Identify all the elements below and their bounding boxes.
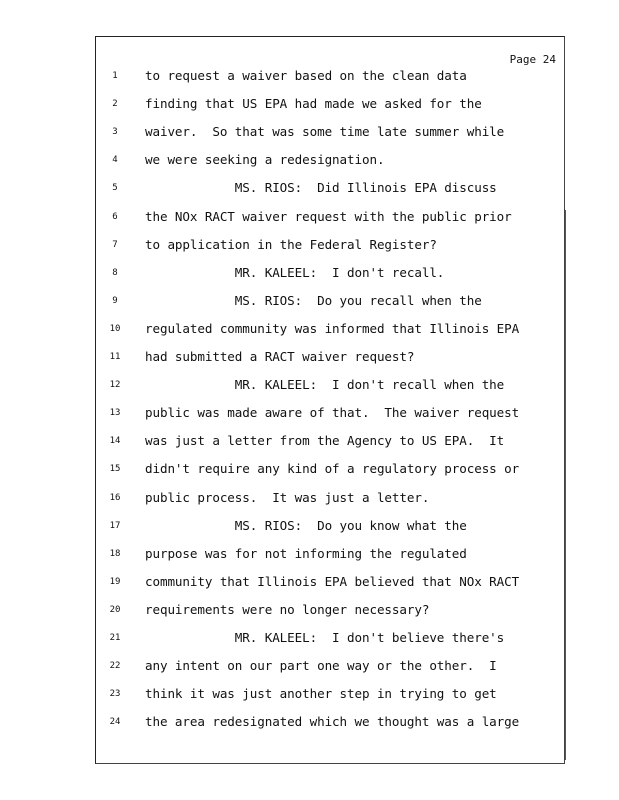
line-text: didn't require any kind of a regulatory process or <box>145 461 520 477</box>
transcript-line <box>96 601 564 629</box>
line-number: 18 <box>109 548 121 559</box>
line-text: community that Illinois EPA believed that NOx RACT <box>145 573 520 589</box>
line-number: 20 <box>109 604 121 615</box>
line-text: purpose was for not informing the regulated <box>145 545 467 561</box>
line-text: we were seeking a redesignation. <box>145 152 385 168</box>
transcript-line <box>96 264 564 292</box>
line-text: the area redesignated which we thought was a large <box>145 714 520 730</box>
line-text: MR. KALEEL: I don't recall when the <box>145 377 505 393</box>
line-number: 19 <box>109 576 121 587</box>
line-number: 5 <box>112 183 118 194</box>
line-text: requirements were no longer necessary? <box>145 601 430 617</box>
line-text: regulated community was informed that Illinois EPA <box>145 320 520 336</box>
page-number-header: Page 24 <box>509 53 556 66</box>
line-text: to request a waiver based on the clean data <box>145 68 467 83</box>
transcript-line <box>96 151 564 179</box>
line-number: 14 <box>109 436 121 447</box>
line-text: think it was just another step in trying to get <box>145 686 497 702</box>
transcript-line <box>96 292 564 320</box>
line-text: MS. RIOS: Did Illinois EPA discuss <box>145 180 497 196</box>
line-text: public process. It was just a letter. <box>145 489 430 505</box>
transcript-line <box>96 348 564 376</box>
line-text: waiver. So that was some time late summer while <box>145 124 505 140</box>
line-number: 9 <box>112 295 118 306</box>
transcript-page <box>95 36 565 764</box>
line-number: 17 <box>109 520 121 531</box>
line-text: MR. KALEEL: I don't recall. <box>145 264 445 280</box>
transcript-line <box>96 460 564 488</box>
transcript-line <box>96 376 564 404</box>
line-number: 11 <box>109 352 121 362</box>
line-number: 2 <box>112 99 118 110</box>
line-number: 1 <box>112 71 118 81</box>
transcript-line <box>96 208 564 236</box>
line-number: 3 <box>112 127 118 138</box>
line-number: 10 <box>109 323 121 334</box>
line-text: any intent on our part one way or the other. I <box>145 658 497 674</box>
transcript-line <box>96 573 564 601</box>
line-text: MS. RIOS: Do you recall when the <box>145 292 482 308</box>
transcript-line <box>96 95 564 123</box>
line-text: had submitted a RACT waiver request? <box>145 349 415 364</box>
transcript-line <box>96 236 564 264</box>
line-number: 23 <box>109 689 121 700</box>
transcript-line <box>96 657 564 685</box>
transcript-line <box>96 432 564 460</box>
line-number: 8 <box>112 267 118 278</box>
line-number: 16 <box>109 492 121 503</box>
line-number: 6 <box>112 211 118 222</box>
transcript-line <box>96 517 564 545</box>
transcript-line <box>96 685 564 713</box>
line-number: 21 <box>109 633 121 643</box>
line-text: the NOx RACT waiver request with the public prior <box>145 208 512 224</box>
transcript-line <box>96 179 564 207</box>
transcript-line <box>96 123 564 151</box>
line-number: 13 <box>109 408 121 419</box>
line-text: finding that US EPA had made we asked for the <box>145 96 482 112</box>
line-number: 22 <box>109 661 121 672</box>
transcript-line <box>96 713 564 741</box>
line-text: public was made aware of that. The waiver request <box>145 405 520 421</box>
transcript-line <box>96 489 564 517</box>
transcript-line <box>96 629 564 657</box>
line-text: MR. KALEEL: I don't believe there's <box>145 630 505 645</box>
transcript-line <box>96 67 564 95</box>
line-number: 15 <box>109 464 121 475</box>
line-text: MS. RIOS: Do you know what the <box>145 517 467 533</box>
line-number: 7 <box>112 239 118 250</box>
transcript-line <box>96 320 564 348</box>
transcript-line <box>96 545 564 573</box>
line-text: was just a letter from the Agency to US EPA. It <box>145 433 505 449</box>
line-text: to application in the Federal Register? <box>145 236 437 252</box>
transcript-line <box>96 404 564 432</box>
line-number: 24 <box>109 717 121 728</box>
line-number: 4 <box>112 155 118 166</box>
line-number: 12 <box>109 380 121 391</box>
